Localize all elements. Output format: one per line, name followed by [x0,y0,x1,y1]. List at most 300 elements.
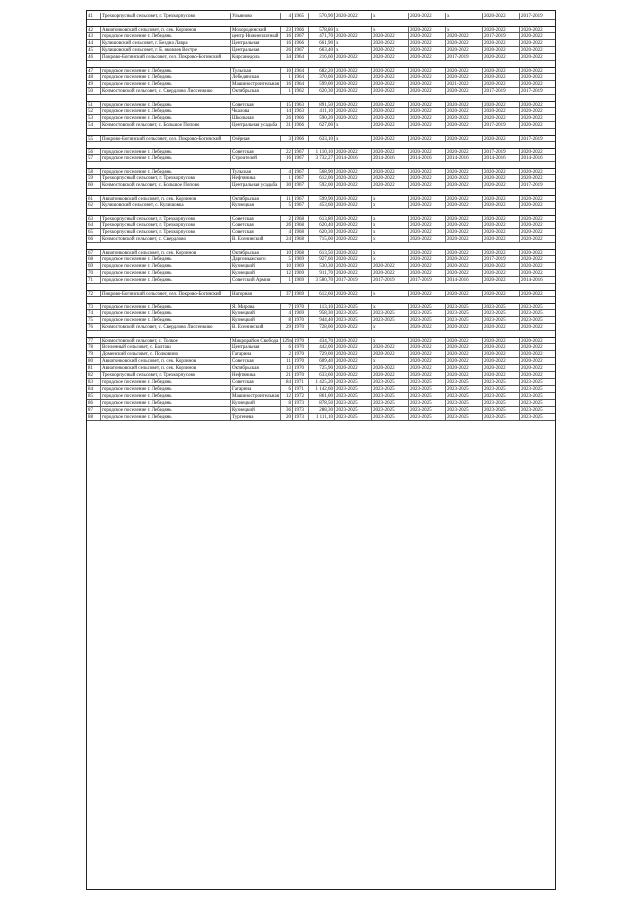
table-row [87,168,555,175]
floor-area: 288,30 [309,407,335,414]
period-cell: 2017-2019 [521,89,543,94]
floor-area: 1 425,20 [309,379,335,386]
house-number: 1 [281,88,293,95]
period-cell: 2020-2022 [409,169,446,175]
floor-area: 620,30 [309,229,335,236]
period-cell: 2014-2016 [446,155,483,162]
floor-area: 620,40 [309,222,335,229]
period-cell: 2020-2022 [372,108,409,115]
house-number: 23 [281,27,293,33]
street-name: Микрорайон Свобода [231,338,281,344]
period-cell: 2020-2022 [335,263,372,270]
floor-area: 3 732,27 [309,155,335,162]
build-year: 1970 [293,317,309,324]
period-cell: 2020-2022 [446,175,483,182]
period-cell: 2020-2022 [409,365,446,372]
street-name: центр Нижнеплатный [231,33,281,40]
build-year: 1968 [293,216,309,222]
period-cell: 2017-2019 [372,277,409,284]
period-cell: 2020-2022 [483,365,520,372]
settlement-name: городское поселение г. Лебедянь [101,102,231,108]
period-cell: 2023-2025 [483,407,520,414]
period-cell: 2020-2022 [521,345,543,350]
period-cell: 2023-2025 [483,386,520,393]
street-name: Центральная усадьба [231,122,281,129]
row-number: 59 [87,175,101,182]
floor-area: 568,90 [309,169,335,175]
settlement-name: Покрово-Богинский сельсовет, сел. Покрово-Богинский [101,291,231,297]
settlement-name: городское поселение г. Лебедянь [101,81,231,88]
period-cell: 2023-2025 [483,393,520,400]
table-row [87,195,555,202]
street-name: Машиностроительная [232,82,280,87]
table-row [87,13,555,20]
street-name: Советская [231,379,281,386]
period-cell: 2020-2022 [335,351,372,358]
floor-area: 370,00 [309,74,335,81]
period-cell: 2020-2022 [372,122,409,129]
period-cell: 2020-2022 [372,263,409,270]
period-cell: 2020-2022 [446,263,483,270]
period-cell: 2020-2022 [409,263,446,270]
period-cell: 2020-2022 [521,69,543,74]
period-cell: 2020-2022 [372,115,409,122]
settlement-name: городское поселение г. Лебедянь [101,149,231,155]
period-cell: 2023-2025 [483,304,520,310]
period-cell: 2020-2022 [372,47,409,54]
table-row [87,101,555,108]
period-cell: 2020-2022 [446,372,483,379]
period-cell: 2020-2022 [335,256,372,263]
settlement-name: городское поселение г. Лебедянь [101,33,231,40]
floor-area: 958,30 [309,310,335,317]
settlement-name: Авиатонковский сельсовет, п. сек. Корзинов [101,196,231,202]
period-cell: 2020-2022 [409,202,446,209]
period-cell: 2023-2025 [409,304,446,310]
period-cell: 2017-2019 [483,122,520,129]
period-cell: 2020-2022 [409,54,446,61]
row-number: 71 [87,277,101,284]
period-cell: 2020-2022 [521,373,543,378]
period-cell: 2020-2022 [335,108,372,115]
period-cell: 2023-2025 [335,393,372,400]
period-cell: х [335,27,372,33]
build-year: 1967 [293,149,309,155]
period-cell: 2020-2022 [335,229,372,236]
period-cell: 2020-2022 [335,81,372,88]
table-row [87,277,555,284]
table-row [87,33,555,40]
build-year: 1964 [293,68,309,74]
build-year: 1973 [293,414,309,421]
period-cell: 2020-2022 [521,75,543,80]
row-number: 48 [87,74,101,81]
period-cell: 2023-2025 [521,305,543,310]
build-year: 1964 [293,81,309,88]
settlement-name: городское поселение г. Лебедянь [101,407,231,414]
house-number: 31 [281,122,293,129]
period-cell: 2023-2025 [521,408,543,413]
period-cell: 2020-2022 [335,270,372,277]
street-name: Гагарина [231,386,281,393]
period-cell: 2020-2022 [372,182,409,189]
settlement-name: городское поселение г. Лебедянь [101,277,231,284]
settlement-name: Покрово-Богинский сельсовет, сел. Покрово-Богинский [101,54,231,61]
build-year: 1970 [293,351,309,358]
table-row [87,379,555,386]
build-year: 1965 [293,13,309,20]
period-cell: 2020-2022 [446,115,483,122]
period-cell: 2023-2025 [372,414,409,421]
house-number: 3 [281,136,293,142]
settlement-name: городское поселение г. Лебедянь [101,115,231,122]
period-cell: х [372,216,409,222]
period-cell: 2020-2022 [483,344,520,351]
period-cell: 2020-2022 [372,351,409,358]
house-number: 29 [281,324,293,331]
period-cell: 2020-2022 [446,324,483,331]
street-name: Тургенева [231,414,281,421]
period-cell: 2020-2022 [335,222,372,229]
row-number: 68 [87,256,101,263]
period-cell: 2020-2022 [446,338,483,344]
floor-area: 620,30 [309,88,335,95]
period-cell: 2020-2022 [483,351,520,358]
row-number: 66 [87,236,101,243]
street-name: Советская [231,358,281,365]
period-cell: 2020-2022 [335,324,372,331]
period-cell: 2020-2022 [409,108,446,115]
house-number: 10 [281,250,293,256]
build-year: 1968 [293,236,309,243]
settlement-name: Авиатонковский сельсовет, п. сек. Корзинов [101,27,231,33]
table-row [87,26,555,33]
period-cell: 2020-2022 [409,358,446,365]
period-cell: х [335,40,372,47]
floor-area: 3 580,70 [309,277,335,284]
floor-area: 729,00 [309,351,335,358]
floor-area: 682,20 [309,68,335,74]
period-cell: 2020-2022 [446,222,483,229]
street-name: Кирсанедоль [231,54,281,61]
period-cell: 2020-2022 [446,47,483,54]
period-cell: 2023-2025 [446,379,483,386]
row-number: 74 [87,310,101,317]
settlement-name: Кочмостовской сельсовет, с. Свердлово Лиссенкико [101,324,231,331]
period-cell: х [372,256,409,263]
table-row [87,270,555,277]
period-cell: 2020-2022 [446,256,483,263]
period-cell: 2020-2022 [335,196,372,202]
document-table [86,10,556,890]
table-row [87,351,555,358]
row-number: 77 [87,338,101,344]
period-cell: 2020-2022 [409,13,446,20]
settlement-name: Кулишовский сельсовет, г. Б. яковлев Вестре [101,47,231,54]
period-cell: 2020-2022 [446,108,483,115]
street-name: Тульская [231,68,281,74]
period-cell: 2020-2022 [409,136,446,142]
settlement-name: Авиатонковский сельсовет, п. сек. Корзинов [101,358,231,365]
period-cell: 2020-2022 [335,216,372,222]
period-cell: 2020-2022 [372,68,409,74]
period-cell: 2023-2025 [372,379,409,386]
street-name: Советская [231,229,281,236]
floor-area: 728,00 [309,324,335,331]
row-number: 83 [87,379,101,386]
table-row [87,122,555,129]
period-cell: 2023-2025 [446,304,483,310]
period-cell: 2020-2022 [335,344,372,351]
period-cell: 2020-2022 [335,338,372,344]
period-cell: 2020-2022 [446,74,483,81]
street-name: Советская [231,102,281,108]
period-cell: 2020-2022 [483,236,520,243]
period-cell: 2020-2022 [521,103,543,108]
build-year: 1970 [293,372,309,379]
street-name: Ульяново [231,13,281,20]
settlement-name: Доменский сельсовет, с. Полковино [101,351,231,358]
table-row [87,358,555,365]
floor-area: 578,80 [309,27,335,33]
period-cell: 2020-2022 [335,54,372,61]
period-cell: х [335,47,372,54]
build-year: 1966 [293,122,309,129]
house-number: 10 [281,263,293,270]
settlement-name: Кулишовский сельсовет, г. Бездна Лавра [101,40,231,47]
period-cell: 2020-2022 [483,115,520,122]
period-cell: 2023-2025 [521,318,543,323]
floor-area: 944,40 [309,317,335,324]
table-row [87,365,555,372]
period-cell: 2014-2016 [409,155,446,162]
row-number: 81 [87,365,101,372]
row-number: 44 [87,40,101,47]
period-cell: 2023-2025 [446,414,483,421]
period-cell: 2023-2025 [521,415,543,420]
period-cell: 2020-2022 [446,344,483,351]
period-cell: 2017-2019 [335,277,372,284]
period-cell: 2017-2019 [521,14,543,19]
row-number: 70 [87,270,101,277]
build-year: 1967 [293,182,309,189]
table-row [87,407,555,414]
period-cell: 2020-2022 [483,216,520,222]
floor-area: 661,90 [309,40,335,47]
table-row [87,222,555,229]
period-cell: 2020-2022 [483,263,520,270]
build-year: 1966 [293,115,309,122]
period-cell: 2023-2025 [372,407,409,414]
period-cell: 2020-2022 [521,170,543,175]
period-cell: 2020-2022 [335,102,372,108]
settlement-name: Покрово-Богинский сельсовет, сел. Покрово-Богинский [101,136,231,142]
build-year: 1967 [293,33,309,40]
row-number: 56 [87,149,101,155]
floor-area: 1 110,10 [309,149,335,155]
period-cell: х [372,338,409,344]
period-cell: 2020-2022 [483,291,520,297]
row-number: 65 [87,229,101,236]
settlement-name: Кочмостовской сельсовет, с. Большое Попово [101,182,231,189]
build-year: 1967 [293,169,309,175]
floor-area: 612,60 [309,291,335,297]
period-cell: 2020-2022 [521,251,543,256]
street-name: Нефтяника [231,175,281,182]
table-row [87,88,555,95]
house-number: 2 [281,216,293,222]
build-year: 1967 [293,202,309,209]
period-cell: 2020-2022 [483,169,520,175]
floor-area: 633,60 [309,372,335,379]
period-cell: 2023-2025 [409,386,446,393]
period-cell: 2020-2022 [409,338,446,344]
settlement-name: городское поселение г. Лебедянь [101,263,231,270]
period-cell: 2020-2022 [409,270,446,277]
period-cell: 2020-2022 [372,169,409,175]
period-cell: 2023-2025 [335,414,372,421]
build-year: 1970 [293,304,309,310]
floor-area: 1 142,60 [309,386,335,393]
floor-area: 592,00 [309,182,335,189]
period-cell: 2020-2022 [446,136,483,142]
settlement-name: городское поселение г. Лебедянь [101,256,231,263]
house-number: 6 [281,386,293,393]
period-cell: 2020-2022 [409,229,446,236]
build-year: 1962 [293,88,309,95]
period-cell: 2023-2025 [409,393,446,400]
period-cell: 2020-2022 [335,372,372,379]
period-cell: 2020-2022 [372,40,409,47]
period-cell: 2020-2022 [409,81,446,88]
period-cell: 2017-2019 [483,256,520,263]
period-cell: 2023-2025 [335,407,372,414]
street-name: Советская [231,222,281,229]
table-row [87,386,555,393]
floor-area: 609,40 [309,358,335,365]
period-cell: х [372,250,409,256]
period-cell: 2020-2022 [335,175,372,182]
build-year: 1973 [293,400,309,407]
period-cell: 2020-2022 [483,372,520,379]
house-number: 5 [281,256,293,263]
floor-area: 442,00 [309,344,335,351]
period-cell: 2020-2022 [521,366,543,371]
period-cell: 2020-2022 [521,41,543,46]
street-name: Центральная [231,344,281,351]
house-number: 30 [281,182,293,189]
period-cell: 2020-2022 [409,351,446,358]
period-cell: 2020-2022 [409,33,446,40]
period-cell: 2020-2022 [521,176,543,181]
street-name: Центральная [231,47,281,54]
build-year: 1964 [293,54,309,61]
house-number: 24 [281,236,293,243]
period-cell: 2020-2022 [446,88,483,95]
house-number: 26 [281,115,293,122]
settlement-name: Трехкорпусный сельсовет, г. Трехкорпусово [101,222,231,229]
period-cell: 2020-2022 [409,88,446,95]
period-cell: 2020-2022 [372,149,409,155]
row-number: 43 [87,33,101,40]
table-row [87,414,555,421]
row-number: 80 [87,358,101,365]
period-cell: 2020-2022 [372,344,409,351]
house-number: 4 [281,13,293,20]
period-cell: 2020-2022 [483,338,520,344]
period-cell: 2020-2022 [521,339,543,344]
period-cell: 2020-2022 [409,122,446,129]
period-cell: 2020-2022 [335,13,372,20]
period-cell: 2020-2022 [446,196,483,202]
settlement-name: городское поселение г. Лебедянь [101,317,231,324]
street-name: Тульская [231,169,281,175]
floor-area: 612,00 [309,175,335,182]
period-cell: 2023-2025 [521,401,543,406]
build-year: 1967 [293,196,309,202]
period-cell: 2014-2016 [483,155,520,162]
period-cell: 2020-2022 [446,122,483,129]
build-year: 1966 [293,136,309,142]
period-cell: 2023-2025 [446,310,483,317]
period-cell: 2020-2022 [335,202,372,209]
build-year: 1967 [293,155,309,162]
house-number: 16 [281,40,293,47]
period-cell: х [372,202,409,209]
period-cell: 2020-2022 [483,358,520,365]
period-cell: 2017-2019 [483,149,520,155]
build-year: 1966 [293,40,309,47]
build-year: 1969 [293,291,309,297]
street-name: Кузнецкий [231,317,281,324]
period-cell: 2020-2022 [335,365,372,372]
period-cell: 2020-2022 [372,74,409,81]
period-cell: 2020-2022 [335,88,372,95]
street-name: Советская [231,149,281,155]
street-name: Мохородинский [231,27,281,33]
build-year: 1963 [293,102,309,108]
table-row [87,229,555,236]
period-cell: 2014-2016 [521,278,543,283]
period-cell: 2017-2019 [446,54,483,61]
period-cell: 2023-2025 [372,310,409,317]
street-name: Озёрная [231,136,281,142]
period-cell: 2023-2025 [446,317,483,324]
table-row [87,337,555,344]
row-number: 63 [87,216,101,222]
period-cell: 2023-2025 [521,387,543,392]
settlement-name: Трехкорпусный сельсовет, г. Трехкорпусово [101,175,231,182]
period-cell: 2020-2022 [372,270,409,277]
settlement-name: Трехкорпусный сельсовет, г. Трехкорпусово [101,13,231,20]
settlement-name: городское поселение г. Лебедянь [101,304,231,310]
row-number: 52 [87,108,101,115]
house-number: 20 [281,414,293,421]
street-name: Лебедянская [231,74,281,81]
house-number: 129а [282,339,292,344]
period-cell: 2020-2022 [521,237,543,242]
table-row [87,215,555,222]
table-row [87,372,555,379]
period-cell: 2023-2025 [335,317,372,324]
period-cell: х [372,304,409,310]
period-cell: 2020-2022 [409,68,446,74]
period-cell: 2023-2025 [521,380,543,385]
period-cell: 2020-2022 [446,216,483,222]
period-cell: 2020-2022 [521,217,543,222]
settlement-name: городское поселение г. Лебедянь [101,74,231,81]
period-cell: х [372,229,409,236]
